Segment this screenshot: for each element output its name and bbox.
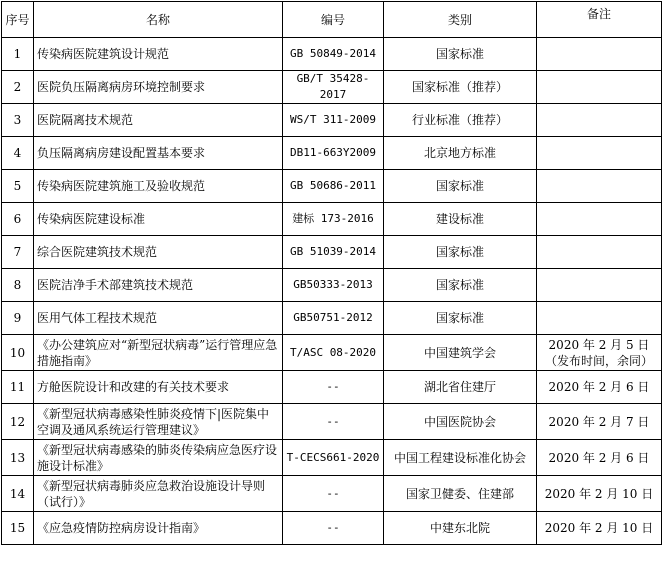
row-no: 6: [2, 203, 34, 236]
row-no: 11: [2, 371, 34, 404]
row-note: [537, 236, 662, 269]
row-code: WS/T 311-2009: [283, 104, 384, 137]
standards-table: [1, 1, 662, 545]
row-no: 10: [2, 335, 34, 371]
row-name: 传染病医院建设标准: [34, 203, 283, 236]
row-category: 中国工程建设标准化协会: [384, 440, 537, 476]
row-category: 建设标准: [384, 203, 537, 236]
row-no: 5: [2, 170, 34, 203]
row-category: 国家标准: [384, 38, 537, 71]
row-code: GB/T 35428-2017: [283, 71, 384, 104]
row-name: 负压隔离病房建设配置基本要求: [34, 137, 283, 170]
table-row: [2, 269, 662, 302]
table-row: [2, 236, 662, 269]
row-note: [537, 71, 662, 104]
row-category: 中国建筑学会: [384, 335, 537, 371]
header-note: 备注: [537, 2, 662, 38]
row-code: GB50333-2013: [283, 269, 384, 302]
row-name: 传染病医院建筑设计规范: [34, 38, 283, 71]
row-note: [537, 269, 662, 302]
row-code: GB 51039-2014: [283, 236, 384, 269]
row-no: 3: [2, 104, 34, 137]
row-name: 《新型冠状病毒感染性肺炎疫情下|医院集中空调及通风系统运行管理建议》: [34, 404, 283, 440]
row-note: 2020 年 2 月 6 日: [537, 371, 662, 404]
header-no: 序号: [2, 2, 34, 38]
row-code: T-CECS661-2020: [283, 440, 384, 476]
row-code: --: [283, 512, 384, 545]
row-code: GB 50686-2011: [283, 170, 384, 203]
row-name: 《新型冠状病毒肺炎应急救治设施设计导则（试行）》: [34, 476, 283, 512]
row-category: 国家标准: [384, 302, 537, 335]
table-row: [2, 302, 662, 335]
row-category: 中建东北院: [384, 512, 537, 545]
row-no: 9: [2, 302, 34, 335]
row-no: 8: [2, 269, 34, 302]
table-row: [2, 71, 662, 104]
row-code: --: [283, 476, 384, 512]
row-category: 国家标准（推荐）: [384, 71, 537, 104]
row-code: T/ASC 08-2020: [283, 335, 384, 371]
row-code: GB50751-2012: [283, 302, 384, 335]
row-name: 综合医院建筑技术规范: [34, 236, 283, 269]
row-note: [537, 302, 662, 335]
row-code: GB 50849-2014: [283, 38, 384, 71]
row-code: DB11-663Y2009: [283, 137, 384, 170]
row-no: 2: [2, 71, 34, 104]
header-category: 类别: [384, 2, 537, 38]
row-code: --: [283, 404, 384, 440]
row-no: 12: [2, 404, 34, 440]
row-name: 医院洁净手术部建筑技术规范: [34, 269, 283, 302]
row-no: 15: [2, 512, 34, 545]
standards-table-sheet: [1, 1, 661, 545]
row-category: 国家标准: [384, 236, 537, 269]
row-name: 方舱医院设计和改建的有关技术要求: [34, 371, 283, 404]
table-row: [2, 335, 662, 371]
row-code: --: [283, 371, 384, 404]
table-row: [2, 203, 662, 236]
row-no: 7: [2, 236, 34, 269]
row-note: 2020 年 2 月 6 日: [537, 440, 662, 476]
row-name: 《办公建筑应对“新型冠状病毒”运行管理应急措施指南》: [34, 335, 283, 371]
row-no: 13: [2, 440, 34, 476]
row-name: 医用气体工程技术规范: [34, 302, 283, 335]
table-row: [2, 170, 662, 203]
row-category: 国家标准: [384, 269, 537, 302]
header-code: 编号: [283, 2, 384, 38]
table-row: [2, 512, 662, 545]
header-row: [2, 2, 662, 38]
row-category: 国家标准: [384, 170, 537, 203]
row-name: 《新型冠状病毒感染的肺炎传染病应急医疗设施设计标准》: [34, 440, 283, 476]
table-row: [2, 371, 662, 404]
row-no: 4: [2, 137, 34, 170]
row-name: 医院负压隔离病房环境控制要求: [34, 71, 283, 104]
row-note: [537, 170, 662, 203]
table-row: [2, 404, 662, 440]
row-note: 2020 年 2 月 7 日: [537, 404, 662, 440]
table-row: [2, 476, 662, 512]
header-name: 名称: [34, 2, 283, 38]
row-note: 2020 年 2 月 10 日: [537, 476, 662, 512]
row-category: 北京地方标准: [384, 137, 537, 170]
row-name: 《应急疫情防控病房设计指南》: [34, 512, 283, 545]
row-code: 建标 173-2016: [283, 203, 384, 236]
table-row: [2, 104, 662, 137]
row-category: 国家卫健委、住建部: [384, 476, 537, 512]
row-category: 湖北省住建厅: [384, 371, 537, 404]
row-note: 2020 年 2 月 5 日（发布时间，余同）: [537, 335, 662, 371]
row-note: [537, 203, 662, 236]
row-no: 1: [2, 38, 34, 71]
row-name: 医院隔离技术规范: [34, 104, 283, 137]
row-category: 行业标准（推荐）: [384, 104, 537, 137]
row-note: [537, 104, 662, 137]
row-category: 中国医院协会: [384, 404, 537, 440]
table-row: [2, 137, 662, 170]
table-row: [2, 440, 662, 476]
table-row: [2, 38, 662, 71]
row-note: 2020 年 2 月 10 日: [537, 512, 662, 545]
row-name: 传染病医院建筑施工及验收规范: [34, 170, 283, 203]
row-no: 14: [2, 476, 34, 512]
row-note: [537, 38, 662, 71]
row-note: [537, 137, 662, 170]
